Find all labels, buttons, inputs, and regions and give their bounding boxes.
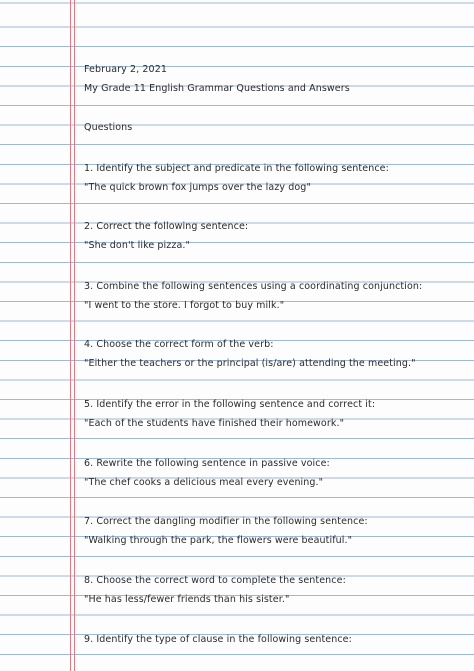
question-prompt: 5. Identify the error in the following sentence and correct it: — [84, 399, 376, 410]
date: February 2, 2021 — [84, 64, 167, 75]
question-example: "Each of the students have finished their homework." — [84, 418, 345, 429]
document-title: My Grade 11 English Grammar Questions and Answers — [84, 83, 350, 94]
question-prompt: 8. Choose the correct word to complete the sentence: — [84, 575, 346, 586]
question-example: "Either the teachers or the principal (is/are) attending the meeting." — [84, 358, 416, 369]
question-prompt: 1. Identify the subject and predicate in the following sentence: — [84, 163, 389, 174]
question-example: "The chef cooks a delicious meal every evening." — [84, 477, 324, 488]
question-prompt: 6. Rewrite the following sentence in passive voice: — [84, 458, 330, 469]
section-heading: Questions — [84, 122, 133, 133]
question-prompt: 3. Combine the following sentences using a coordinating conjunction: — [84, 281, 423, 292]
question-example: "The quick brown fox jumps over the lazy dog" — [84, 182, 311, 193]
margin-line — [70, 0, 71, 671]
question-prompt: 9. Identify the type of clause in the following sentence: — [84, 634, 352, 645]
question-prompt: 4. Choose the correct form of the verb: — [84, 339, 274, 350]
question-example: "He has less/fewer friends than his sister." — [84, 594, 290, 605]
question-example: "Walking through the park, the flowers were beautiful." — [84, 535, 353, 546]
margin-line — [74, 0, 75, 671]
question-prompt: 2. Correct the following sentence: — [84, 221, 249, 232]
question-prompt: 7. Correct the dangling modifier in the following sentence: — [84, 516, 368, 527]
question-example: "She don't like pizza." — [84, 240, 190, 251]
question-example: "I went to the store. I forgot to buy milk." — [84, 300, 285, 311]
